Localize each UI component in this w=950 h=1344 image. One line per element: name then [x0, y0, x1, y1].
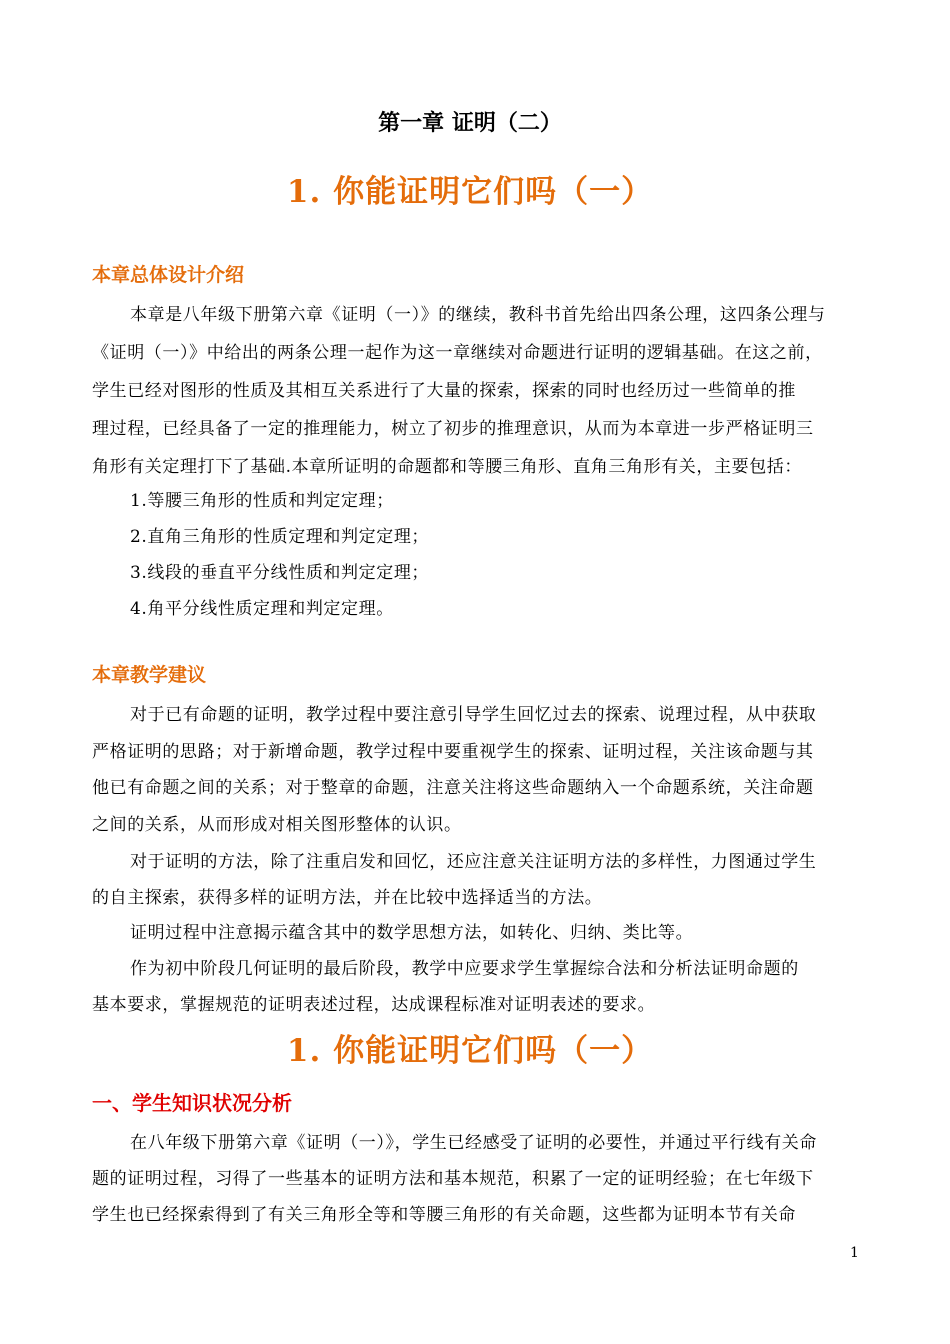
page-number: 1	[850, 1245, 859, 1261]
paragraph-line: 本章是八年级下册第六章《证明（一）》的继续，教科书首先给出四条公理，这四条公理与	[130, 305, 826, 325]
paragraph-line: 题的证明过程，习得了一些基本的证明方法和基本规范，积累了一定的证明经验；在七年级下	[92, 1169, 814, 1189]
paragraph-line: 在八年级下册第六章《证明（一）》，学生已经感受了证明的必要性，并通过平行线有关命	[130, 1133, 817, 1153]
section-heading-overall-design: 本章总体设计介绍	[92, 264, 245, 286]
list-item: 4.角平分线性质定理和判定定理。	[130, 599, 394, 619]
paragraph-line: 理过程，已经具备了一定的推理能力，树立了初步的推理意识，从而为本章进一步严格证明三	[92, 419, 814, 439]
paragraph-line: 对于证明的方法，除了注重启发和回忆，还应注意关注证明方法的多样性，力图通过学生	[130, 852, 817, 872]
lesson-title-repeat: 1. 你能证明它们吗（一）	[286, 1033, 654, 1069]
section-heading-student-knowledge: 一、学生知识状况分析	[92, 1091, 292, 1115]
paragraph-line: 《证明（一）》中给出的两条公理一起作为这一章继续对命题进行证明的逻辑基础。在这之前，	[92, 343, 823, 363]
paragraph-line: 对于已有命题的证明，教学过程中要注意引导学生回忆过去的探索、说理过程，从中获取	[130, 705, 817, 725]
list-item: 2.直角三角形的性质定理和判定定理；	[130, 527, 430, 547]
paragraph-line: 角形有关定理打下了基础.本章所证明的命题都和等腰三角形、直角三角形有关，主要包括：	[92, 457, 803, 477]
list-item: 3.线段的垂直平分线性质和判定定理；	[130, 563, 430, 583]
list-item: 1.等腰三角形的性质和判定定理；	[130, 491, 394, 511]
paragraph-line: 作为初中阶段几何证明的最后阶段，教学中应要求学生掌握综合法和分析法证明命题的	[130, 959, 799, 979]
paragraph-line: 学生也已经探索得到了有关三角形全等和等腰三角形的有关命题，这些都为证明本节有关命	[92, 1205, 796, 1225]
paragraph-line: 的自主探索，获得多样的证明方法，并在比较中选择适当的方法。	[92, 888, 603, 908]
paragraph-line: 他已有命题之间的关系；对于整章的命题，注意关注将这些命题纳入一个命题系统，关注命题	[92, 778, 814, 798]
paragraph-line: 之间的关系，从而形成对相关图形整体的认识。	[92, 815, 462, 835]
lesson-title: 1. 你能证明它们吗（一）	[286, 174, 654, 210]
paragraph-line: 学生已经对图形的性质及其相互关系进行了大量的探索，探索的同时也经历过一些简单的推	[92, 381, 796, 401]
paragraph-line: 基本要求，掌握规范的证明表述过程，达成课程标准对证明表述的要求。	[92, 995, 656, 1015]
paragraph-line: 证明过程中注意揭示蕴含其中的数学思想方法，如转化、归纳、类比等。	[130, 923, 694, 943]
chapter-title: 第一章 证明（二）	[378, 110, 562, 136]
paragraph-line: 严格证明的思路；对于新增命题，教学过程中要重视学生的探索、证明过程，关注该命题与其	[92, 742, 814, 762]
section-heading-teaching-suggestions: 本章教学建议	[92, 664, 207, 686]
